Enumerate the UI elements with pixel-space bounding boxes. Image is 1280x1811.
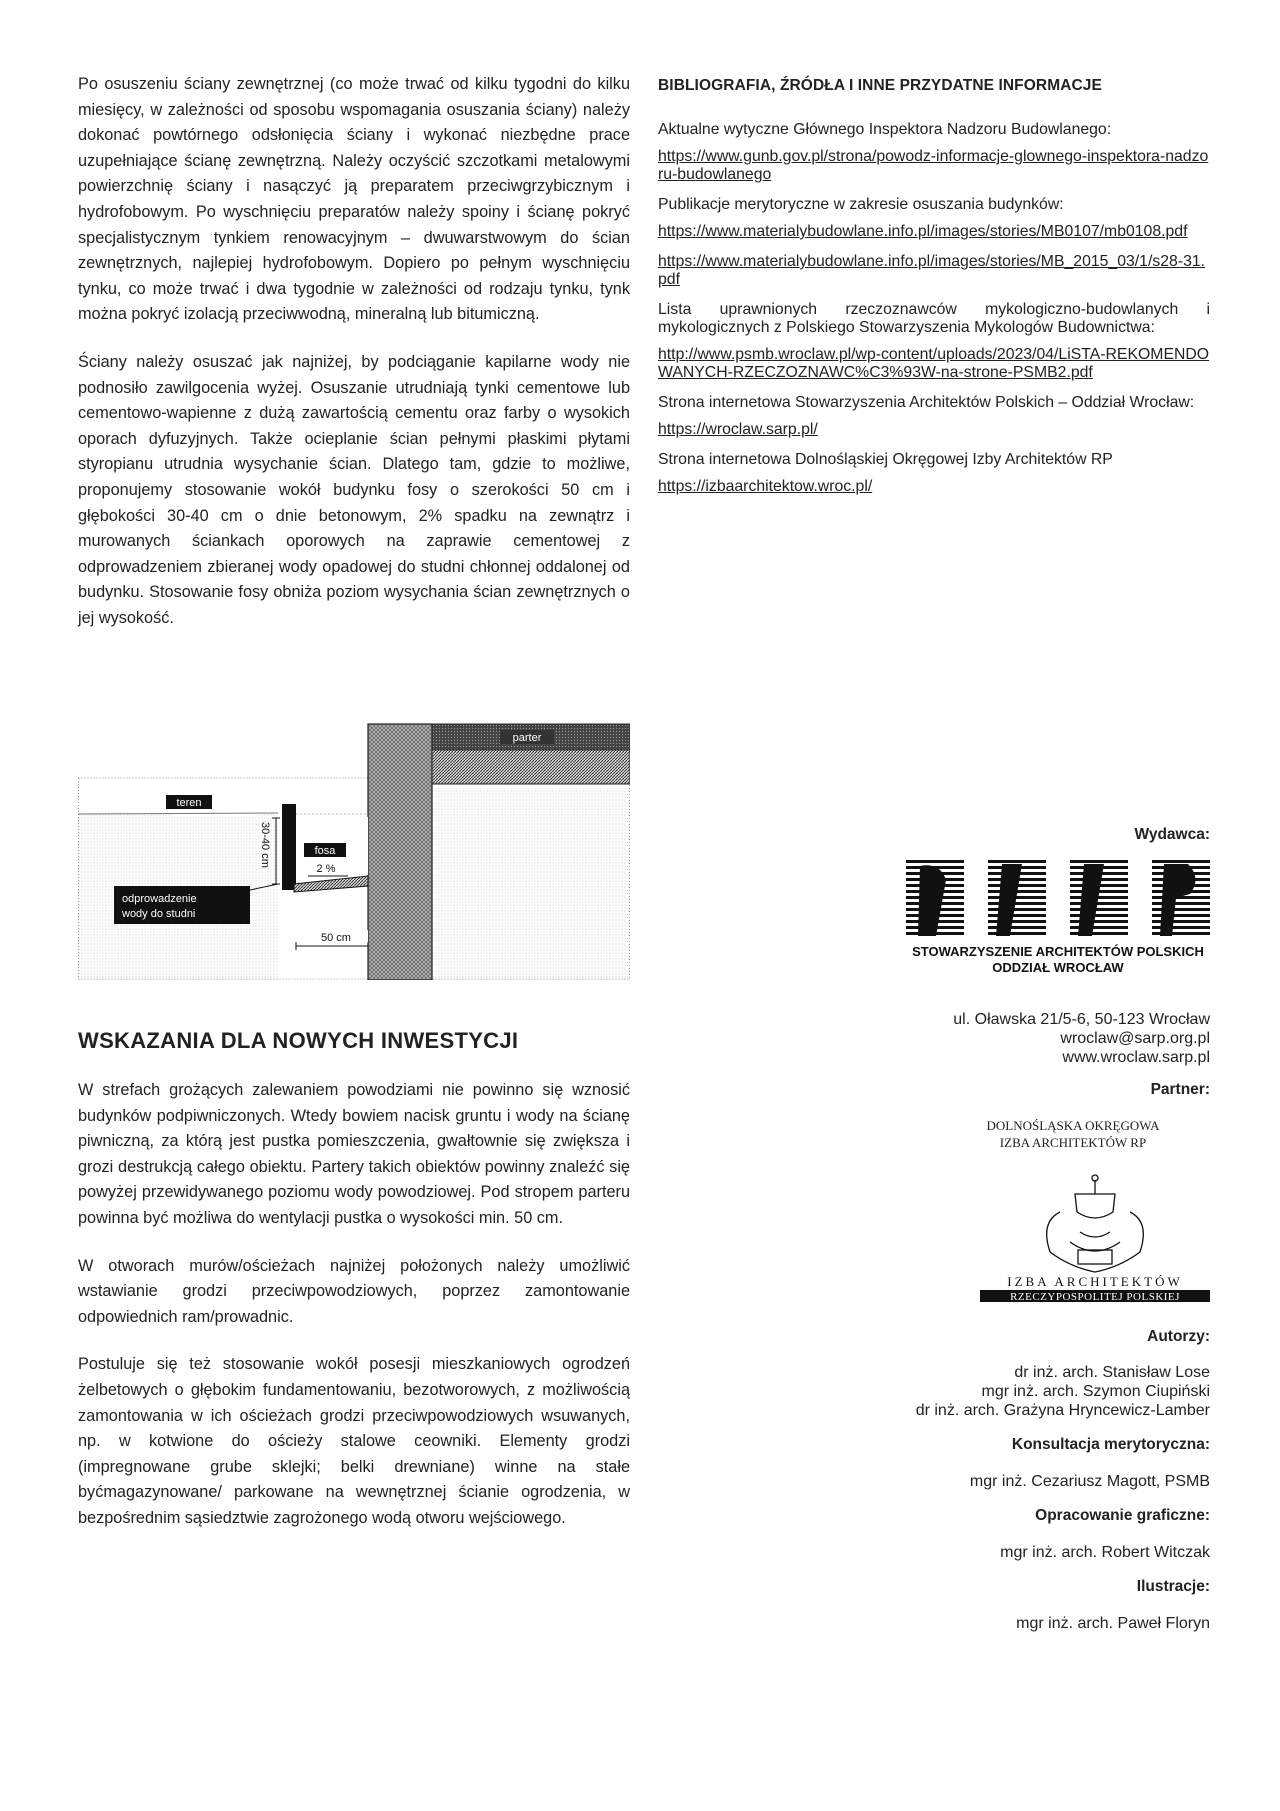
bib-entry-text: Strona internetowa Stowarzyszenia Architektów Polskich – Oddział Wrocław: <box>658 394 1195 411</box>
bib-entry-text: Publikacje merytoryczne w zakresie osuszania budynków: <box>658 196 1064 213</box>
label-teren: teren <box>176 797 202 809</box>
bibliography <box>658 72 1210 508</box>
credits-label-illustrations: Ilustracje: <box>1136 1578 1210 1595</box>
label-width: 50 cm <box>321 932 351 944</box>
body-paragraph: W otworach murów/ościeżach najniżej położonych należy umożliwić wstawianie grodzi przeciwpowodziowych, poprzez zamontowanie odpowiednich ram/prowadnic. <box>78 1256 630 1326</box>
bib-link[interactable]: https://www.materialybudowlane.info.pl/images/stories/MB_2015_03/1/s28-31.pdf <box>658 253 1206 288</box>
bib-link[interactable]: https://izbaarchitektow.wroc.pl/ <box>658 478 873 495</box>
label-fosa: fosa <box>314 845 336 857</box>
partner-line1: DOLNOŚLĄSKA OKRĘGOWA <box>986 1118 1160 1133</box>
izba-text: IZBA ARCHITEKTÓW <box>1007 1274 1183 1289</box>
body-paragraph: Po osuszeniu ściany zewnętrznej (co może trwać od kilku tygodni do kilku miesięcy, w zależności od sposobu wspomagania osuszania ściany) należy dokonać powtórnego odsłonięcia ściany i wykonać niezbędne prace uzupełniające ścianę zewnętrzną. Należy oczyścić szczotkami metalowymi powierzchnię ściany i nasączyć ją preparatem przeciwgrzybicznym i hydrofobowym. Po wyschnięciu preparatów należy spoiny i ścianę pokryć specjalistycznym tynkiem renowacyjnym – dwuwarstwowym do ścian zewnętrznych, najlepiej hydrofobowym. Dopiero po pełnym wyschnięciu tynku, co może trwać i dwa tygodnie w zależności od rodzaju tynku, tynk można pokryć izolacją przeciwwodną, mineralną lub bitumiczną. <box>78 75 630 324</box>
bib-link[interactable]: https://wroclaw.sarp.pl/ <box>658 421 818 438</box>
bib-link[interactable]: https://www.gunb.gov.pl/strona/powodz-informacje-glownego-inspektora-nadzoru-budowlanego <box>658 148 1209 183</box>
label-drain-1: odprowadzenie <box>122 893 197 905</box>
credits-label-graphic: Opracowanie graficzne: <box>1035 1507 1210 1524</box>
left-column <box>78 72 630 653</box>
graphic-designer: mgr inż. arch. Robert Witczak <box>1000 1544 1210 1561</box>
section-body <box>78 1078 630 1554</box>
body-paragraph: Postuluje się też stosowanie wokół posesji mieszkaniowych ogrodzeń żelbetowych o głębokim fundamentowaniu, bezotworowych, z możliwością zamontowania w ich ościeżach grodzi przeciwpowodziowych wsuwanych, np. w kotwione do ościeży stalowe ceowniki. Elementy grodzi (impregnowane grube sklejki; belki drewniane) winne na stałe byćmagazynowane/ parkowane na wewnętrznej ścianie ogrodzenia, w bezpośrednim sąsiedztwie zagrożonego wodą otworu wejściowego. <box>78 1355 630 1527</box>
sarp-logo-line2: ODDZIAŁ WROCŁAW <box>992 960 1124 975</box>
sarp-logo-line1: STOWARZYSZENIE ARCHITEKTÓW POLSKICH <box>912 944 1204 959</box>
credits-label-consult: Konsultacja merytoryczna: <box>1011 1436 1210 1453</box>
address: ul. Oławska 21/5-6, 50-123 Wrocław <box>953 1011 1210 1028</box>
izba-emblem <box>980 1172 1210 1302</box>
credits-label-authors: Autorzy: <box>1147 1328 1210 1345</box>
website: www.wroclaw.sarp.pl <box>1062 1049 1210 1066</box>
publisher-label: Wydawca: <box>1134 826 1210 843</box>
bib-entry-text: Lista uprawnionych rzeczoznawców mykologiczno-budowlanych i mykologicznych z Polskiego Stowarzyszenia Mykologów Budownictwa: <box>658 301 1210 336</box>
partner-label: Partner: <box>1150 1081 1210 1098</box>
author: mgr inż. arch. Szymon Ciupiński <box>981 1383 1210 1400</box>
authors-list <box>800 1363 1210 1420</box>
author: dr inż. arch. Stanisław Lose <box>1014 1364 1210 1381</box>
bibliography-heading: BIBLIOGRAFIA, ŹRÓDŁA I INNE PRZYDATNE INFORMACJE <box>658 77 1102 94</box>
email: wroclaw@sarp.org.pl <box>1060 1030 1210 1047</box>
label-depth: 30-40 cm <box>259 822 271 868</box>
partner-line2: IZBA ARCHITEKTÓW RP <box>999 1135 1147 1150</box>
body-paragraph: Ściany należy osuszać jak najniżej, by podciąganie kapilarne wody nie podnosiło zawilgocenia wyżej. Osuszanie utrudniają tynki cementowe lub cementowo-wapienne z dużą zawartością cementu oraz farby o wysokich oporach dyfuzyjnych. Także ocieplanie ścian pełnymi płaskimi płytami styropianu utrudnia wysychanie ścian. Dlatego tam, gdzie to możliwe, proponujemy stosowanie wokół budynku fosy o szerokości 50 cm i głębokości 30-40 cm o dnie betonowym, 2% spadku na zewnątrz i murowanych ściankach oporowych na zaprawie cementowej z odprowadzeniem zbieranej wody opadowej do studni chłonnej oddalonej od budynku. Stosowanie fosy obniża poziom wysychania ścian zewnętrznych o jej wysokość. <box>78 352 630 627</box>
rp-text: RZECZYPOSPOLITEJ POLSKIEJ <box>1010 1291 1180 1302</box>
author: dr inż. arch. Grażyna Hryncewicz-Lamber <box>915 1402 1210 1419</box>
moat-diagram <box>78 718 630 980</box>
label-slope: 2 % <box>316 863 336 875</box>
section-heading: WSKAZANIA DLA NOWYCH INWESTYCJI <box>78 1028 519 1053</box>
bib-link[interactable]: https://www.materialybudowlane.info.pl/images/stories/MB0107/mb0108.pdf <box>658 223 1188 240</box>
publisher-address <box>800 1010 1210 1067</box>
bib-link[interactable]: http://www.psmb.wroclaw.pl/wp-content/uploads/2023/04/LiSTA-REKOMENDOWANYCH-RZECZOZNAWC%C3%93W-na-strone-PSMB2.pdf <box>658 346 1210 381</box>
partner-name <box>958 1117 1188 1151</box>
bib-entry-text: Strona internetowa Dolnośląskiej Okręgowej Izby Architektów RP <box>658 451 1113 468</box>
bib-entry-text: Aktualne wytyczne Głównego Inspektora Nadzoru Budowlanego: <box>658 121 1112 138</box>
consultant: mgr inż. Cezariusz Magott, PSMB <box>969 1473 1210 1490</box>
label-parter: parter <box>512 732 542 744</box>
illustrator: mgr inż. arch. Paweł Floryn <box>1016 1615 1210 1632</box>
label-drain-2: wody do studni <box>122 908 196 920</box>
sarp-logo <box>906 858 1210 976</box>
body-paragraph: W strefach grożących zalewaniem powodziami nie powinno się wznosić budynków podpiwniczonych. Wtedy bowiem nacisk gruntu i wody na ścianę piwniczną, za którą jest pustka pomieszczenia, gwałtownie się zwiększa i grozi destrukcją całego obiektu. Partery takich obiektów powinny znaleźć się powyżej przewidywanego poziomu wody powodziowej. Pod stropem parteru powinna być możliwa do wentylacji pustka o wysokości min. 50 cm. <box>78 1081 630 1227</box>
